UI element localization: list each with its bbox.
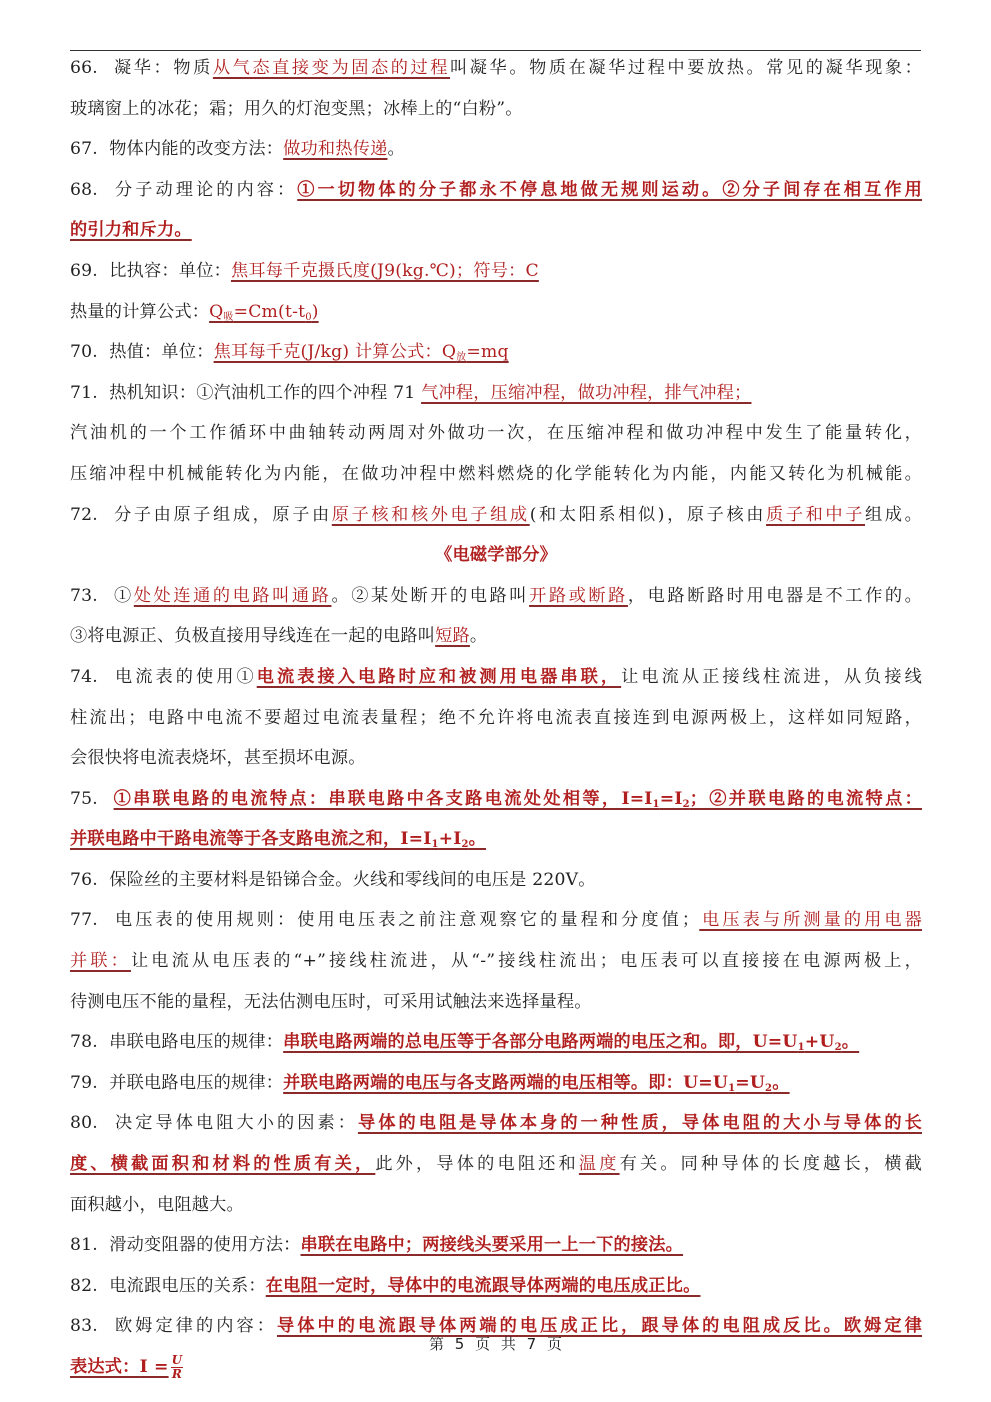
formula-part: 。: [468, 829, 487, 850]
formula-part: 。: [841, 1032, 860, 1053]
formula-part: =Cm(t-t: [233, 301, 306, 322]
formula-part: 并联电路两端的电压与各支路两端的电压相等。即：U=U: [283, 1072, 729, 1093]
formula-part: =U: [735, 1072, 766, 1093]
item-number: 66.: [70, 58, 98, 78]
highlighted-answer: 串联在电路中；两接线头要采用一上一下的接法。: [300, 1235, 684, 1256]
item-text: 会很快将电流表烧坏，甚至损坏电源。: [70, 748, 366, 769]
item-73-cont: [70, 616, 922, 657]
item-text: 待测电压不能的量程，无法估测电压时，可采用试触法来选择量程。: [70, 991, 592, 1012]
highlighted-answer: [214, 342, 509, 362]
highlighted-answer: [70, 829, 486, 849]
formula-part: Q: [209, 301, 224, 322]
item-66: [70, 48, 922, 89]
item-text: 组成。: [865, 504, 922, 525]
item-text: 并联电路电压的规律：: [109, 1072, 284, 1093]
item-number: 70.: [70, 342, 98, 363]
formula-subscript: 2: [461, 839, 469, 851]
highlighted-answer: 处处连通的电路叫通路: [133, 585, 332, 606]
item-text: ，电路断路时用电器是不工作的。: [627, 585, 922, 606]
item-72: [70, 495, 922, 536]
item-71-cont1: [70, 413, 922, 454]
highlighted-answer: 做功和热传递: [283, 139, 388, 160]
highlighted-answer: 质子和中子: [766, 504, 866, 525]
document-page: [70, 48, 922, 1388]
item-number: 77.: [70, 910, 98, 931]
item-text: 热值：单位：: [109, 342, 214, 363]
highlighted-answer: 的引力和斥力。: [70, 220, 192, 241]
formula-subscript: 1: [652, 798, 660, 810]
item-77-cont2: [70, 982, 922, 1023]
item-number: 72.: [70, 504, 98, 525]
item-number: 71.: [70, 382, 98, 403]
formula-part: 并联电路中干路电流等于各支路电流之和，I=I: [70, 829, 432, 850]
item-71-cont2: [70, 454, 922, 495]
item-66-cont: [70, 89, 922, 130]
item-text: 决定导体电阻大小的因素：: [114, 1113, 358, 1134]
formula-part: 表达式：: [70, 1357, 140, 1377]
item-text: 此外，导体的电阻还和: [375, 1154, 579, 1175]
formula-subscript: 1: [728, 1082, 736, 1094]
item-73: [70, 576, 922, 617]
highlighted-answer: 导体的电阻是导体本身的一种性质，导体电阻的大小与导体的长: [357, 1113, 922, 1134]
item-text: 有关。同种导体的长度越长，横截: [619, 1154, 922, 1175]
formula-subscript: 1: [797, 1042, 805, 1054]
fraction: [171, 1354, 184, 1381]
highlighted-answer: 在电阻一定时，导体中的电流跟导体两端的电压成正比。: [265, 1275, 701, 1296]
item-text: (和太阳系相似)，原子核由: [529, 504, 767, 525]
item-text: 电压表的使用规则：使用电压表之前注意观察它的量程和分度值；: [114, 910, 700, 931]
formula-part: 。: [772, 1072, 790, 1093]
item-number: 81.: [70, 1235, 98, 1256]
formula-part: 串联电路两端的总电压等于各部分电路两端的电压之和。即，U=U: [283, 1032, 798, 1053]
item-text: 比执容：单位：: [109, 260, 231, 281]
item-text: 分子由原子组成，原子由: [114, 504, 332, 525]
item-text: 电流跟电压的关系：: [109, 1275, 266, 1296]
formula-part: =mq: [466, 342, 509, 363]
formula-subscript: 2: [834, 1042, 842, 1054]
formula-subscript: 吸: [223, 311, 234, 323]
formula-subscript: 2: [682, 798, 690, 810]
item-68-cont: [70, 210, 922, 251]
highlighted-answer: [114, 789, 922, 809]
item-text: 叫凝华。物质在凝华过程中要放热。常见的凝华现象：: [450, 58, 922, 78]
item-80-cont1: [70, 1144, 922, 1185]
item-text: 面积越小，电阻越大。: [70, 1194, 244, 1215]
item-74-cont1: [70, 698, 922, 739]
item-text: 串联电路电压的规律：: [109, 1032, 284, 1053]
highlighted-answer: 短路: [435, 626, 470, 647]
item-81: [70, 1225, 922, 1266]
formula-part: +I: [438, 829, 462, 850]
item-text: 汽油机的一个工作循环中曲轴转动两周对外做功一次，在压缩冲程和做功冲程中发生了能量转化，: [70, 423, 922, 444]
item-82: [70, 1266, 922, 1307]
item-77: [70, 900, 922, 941]
formula-part: 焦耳每千克(J/kg) 计算公式：Q: [213, 342, 457, 363]
formula-subscript: 2: [765, 1082, 773, 1094]
item-number: 74.: [70, 666, 98, 687]
item-78: [70, 1022, 922, 1063]
formula-subscript: 1: [431, 839, 439, 851]
highlighted-answer: [283, 1073, 789, 1093]
highlighted-answer: 并联：: [70, 951, 131, 972]
item-text: 玻璃窗上的冰花；霜；用久的灯泡变黑；冰棒上的“白粉”。: [70, 98, 523, 119]
highlighted-answer: 开路或断路: [529, 585, 628, 606]
item-number: 78.: [70, 1032, 98, 1053]
highlighted-answer: ①一切物体的分子都永不停息地做无规则运动。②分子间存在相互作用: [297, 179, 923, 200]
item-77-cont1: [70, 941, 922, 982]
item-number: 68.: [70, 179, 98, 200]
item-text: 电流表的使用①: [114, 666, 257, 687]
item-80-cont2: [70, 1185, 922, 1226]
item-text: 。: [387, 139, 405, 160]
item-69: [70, 251, 922, 292]
item-80: [70, 1103, 922, 1144]
heat-formula: [209, 302, 319, 322]
formula-subscript: 0: [305, 311, 312, 323]
item-text: 。②某处断开的电路叫: [331, 585, 530, 606]
item-text: ③将电源正、负极直接用导线连在一起的电路叫: [70, 626, 436, 647]
item-number: 76.: [70, 869, 98, 890]
item-text: 欧姆定律的内容：: [114, 1316, 277, 1337]
highlighted-answer: 电压表与所测量的用电器: [699, 910, 922, 931]
item-71: [70, 373, 922, 414]
item-number: 69.: [70, 260, 98, 281]
item-68: [70, 170, 922, 211]
item-number: 73.: [70, 585, 98, 606]
item-number: 83.: [70, 1316, 98, 1337]
formula-part: ): [311, 301, 319, 322]
item-number: 80.: [70, 1113, 98, 1134]
item-text: 凝华：物质: [114, 58, 213, 78]
item-text: 柱流出；电路中电流不要超过电流表量程；绝不允许将电流表直接连到电源两极上，这样如同短路，: [70, 707, 922, 728]
item-text: ①: [114, 585, 134, 606]
item-text: 让电流从正接线柱流进，从负接线: [621, 666, 922, 687]
formula-part: =I: [659, 788, 683, 809]
formula-part: ①串联电路的电流特点：串联电路中各支路电流处处相等，I=I: [113, 788, 653, 809]
highlighted-answer: 电流表接入电路时应和被测用电器串联，: [256, 666, 622, 687]
fraction-denominator: R: [171, 1367, 183, 1381]
highlighted-answer: 焦耳每千克摄氏度(J9(kg.℃)；符号：C: [230, 260, 539, 281]
formula-part: +U: [804, 1032, 835, 1053]
highlighted-answer: 原子核和核外电子组成: [331, 504, 530, 525]
page-footer: 第 5 页 共 7 页: [429, 1335, 562, 1353]
item-79: [70, 1063, 922, 1104]
section-title: 《电磁学部分》: [435, 545, 557, 566]
item-75-cont: [70, 819, 922, 860]
highlighted-answer: 气冲程，压缩冲程，做功冲程，排气冲程；: [421, 382, 752, 403]
item-text: 热量的计算公式：: [70, 301, 210, 322]
item-text: 保险丝的主要材料是铅锑合金。火线和零线间的电压是 220V。: [109, 869, 596, 890]
formula-subscript: 放: [456, 352, 467, 364]
item-70: [70, 332, 922, 373]
item-74: [70, 657, 922, 698]
highlighted-answer: 从气态直接变为固态的过程: [212, 58, 451, 78]
item-74-cont2: [70, 738, 922, 779]
item-text: 。: [469, 626, 488, 647]
item-number: 67.: [70, 139, 98, 160]
item-text: 让电流从电压表的“+”接线柱流进，从“-”接线柱流出；电压表可以直接接在电源两极上，: [130, 951, 922, 972]
item-text: 分子动理论的内容：: [114, 179, 298, 200]
item-76: [70, 860, 922, 901]
item-text: 物体内能的改变方法：: [109, 139, 284, 160]
formula-part: ；②并联电路的电流特点：: [689, 788, 922, 809]
item-69-formula: [70, 292, 922, 333]
highlighted-answer: 温度: [578, 1154, 620, 1175]
item-number: 82.: [70, 1275, 98, 1296]
item-number: 79.: [70, 1072, 98, 1093]
highlighted-answer: 度、横截面积和材料的性质有关，: [70, 1154, 376, 1175]
item-text: 滑动变阻器的使用方法：: [109, 1235, 301, 1256]
item-text: 压缩冲程中机械能转化为内能，在做功冲程中燃料燃烧的化学能转化为内能，内能又转化为机械能。: [70, 463, 922, 484]
item-text: 热机知识：①汽油机工作的四个冲程 71: [109, 382, 422, 403]
item-75: [70, 779, 922, 820]
item-number: 75.: [70, 788, 98, 809]
highlighted-answer: [283, 1032, 859, 1052]
item-67: [70, 129, 922, 170]
fraction-numerator: U: [171, 1353, 183, 1367]
formula-part: I =: [139, 1357, 169, 1377]
highlighted-answer: 导体中的电流跟导体两端的电压成正比，跟导体的电阻成反比。欧姆定律: [276, 1316, 923, 1337]
ohms-law-formula: [70, 1353, 183, 1381]
